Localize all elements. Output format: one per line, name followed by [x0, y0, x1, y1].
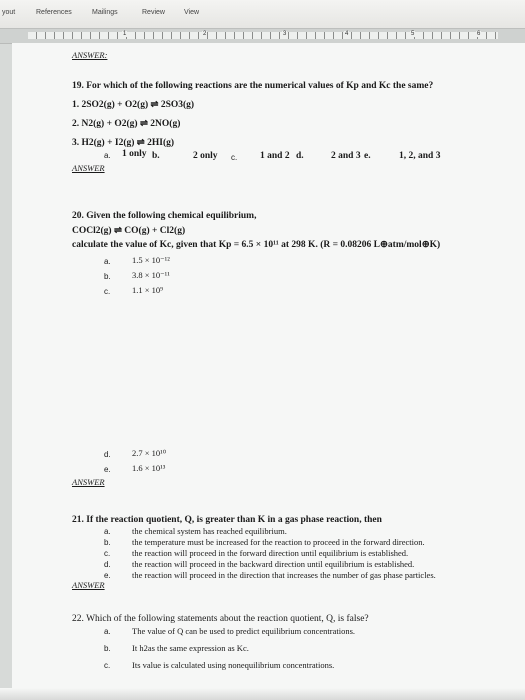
q22-option-a-letter: a.: [104, 627, 111, 636]
q22-option-b: It h2as the same expression as Kc.: [132, 643, 249, 653]
answer-label: ANSWER:: [72, 50, 108, 60]
q19-reaction-1: 1. 2SO2(g) + O2(g) ⇌ 2SO3(g): [72, 100, 195, 110]
q21-option-b-letter: b.: [104, 538, 111, 547]
q20-option-c-letter: c.: [104, 287, 111, 296]
q20-instruction: calculate the value of Kc, given that Kp = 6.5 × 10¹¹ at 298 K. (R = 0.08206 L⊕atm/mol⊕K): [72, 240, 441, 250]
q20-option-a-letter: a.: [104, 257, 111, 266]
horizontal-ruler[interactable]: [0, 28, 525, 44]
q19-option-e-letter: e.: [364, 151, 371, 161]
q19-option-e: 1, 2, and 3: [399, 151, 441, 161]
question-20-stem: 20. Given the following chemical equilibrium,: [72, 211, 257, 221]
ruler-number: 5: [411, 31, 415, 37]
q21-option-c: the reaction will proceed in the forward direction until equilibrium is established.: [132, 548, 409, 558]
ruler-number: 4: [345, 31, 349, 37]
ribbon-tab-bar: [0, 0, 525, 28]
q19-option-b-letter: b.: [152, 151, 160, 161]
q19-option-a: 1 only: [122, 149, 147, 159]
q20-option-d: 2.7 × 10¹⁰: [132, 448, 167, 458]
tab-mailings[interactable]: Mailings: [92, 9, 118, 16]
q21-option-d-letter: d.: [104, 560, 111, 569]
page-bottom-edge: [0, 688, 525, 700]
ruler-number: 1: [123, 31, 127, 37]
question-21-stem: 21. If the reaction quotient, Q, is greater than K in a gas phase reaction, then: [72, 515, 382, 525]
answer-label: ANSWER: [72, 477, 105, 487]
q21-option-a: the chemical system has reached equilibrium.: [132, 526, 287, 536]
q19-option-c-letter: c.: [231, 153, 238, 162]
question-22-stem: 22. Which of the following statements about the reaction quotient, Q, is false?: [72, 614, 369, 624]
q20-option-a: 1.5 × 10⁻¹²: [132, 255, 170, 265]
q19-option-c: 1 and 2: [260, 151, 290, 161]
q20-option-e: 1.6 × 10¹³: [132, 463, 166, 473]
q22-option-b-letter: b.: [104, 644, 111, 653]
q22-option-c-letter: c.: [104, 661, 111, 670]
answer-label: ANSWER: [72, 580, 105, 590]
ruler-number: 3: [283, 31, 287, 37]
q19-option-b: 2 only: [193, 151, 218, 161]
document-page[interactable]: [12, 43, 525, 700]
q22-option-a: The value of Q can be used to predict equilibrium concentrations.: [132, 626, 356, 636]
q21-option-c-letter: c.: [104, 549, 111, 558]
ruler-number: 6: [477, 31, 481, 37]
q21-option-d: the reaction will proceed in the backward direction until equilibrium is established.: [132, 559, 415, 569]
ruler-number: 2: [203, 31, 207, 37]
q21-option-b: the temperature must be increased for the reaction to proceed in the forward direction.: [132, 537, 425, 547]
q21-option-a-letter: a.: [104, 527, 111, 536]
ruler-scale: [28, 32, 498, 39]
tab-view[interactable]: View: [184, 9, 200, 16]
q19-option-d: 2 and 3: [331, 151, 361, 161]
q20-reaction: COCl2(g) ⇌ CO(g) + Cl2(g): [72, 226, 186, 236]
q19-option-d-letter: d.: [296, 151, 304, 161]
q19-reaction-2: 2. N2(g) + O2(g) ⇌ 2NO(g): [72, 119, 181, 129]
q20-option-d-letter: d.: [104, 450, 111, 459]
q22-option-c: Its value is calculated using nonequilibrium concentrations.: [132, 660, 335, 670]
q21-option-e-letter: e.: [104, 571, 111, 580]
q20-option-e-letter: e.: [104, 465, 111, 474]
q19-option-a-letter: a.: [104, 151, 111, 160]
q20-option-b: 3.8 × 10⁻¹¹: [132, 270, 170, 280]
tab-layout[interactable]: yout: [2, 9, 16, 16]
answer-label: ANSWER: [72, 163, 105, 173]
q20-option-c: 1.1 × 10⁹: [132, 285, 164, 295]
question-19-stem: 19. For which of the following reactions are the numerical values of Kp and Kc the same?: [72, 81, 434, 91]
tab-references[interactable]: References: [36, 9, 72, 16]
tab-review[interactable]: Review: [142, 9, 165, 16]
q20-option-b-letter: b.: [104, 272, 111, 281]
q19-reaction-3: 3. H2(g) + I2(g) ⇌ 2HI(g): [72, 138, 175, 148]
q21-option-e: the reaction will proceed in the direction that increases the number of gas phase particles.: [132, 570, 436, 580]
